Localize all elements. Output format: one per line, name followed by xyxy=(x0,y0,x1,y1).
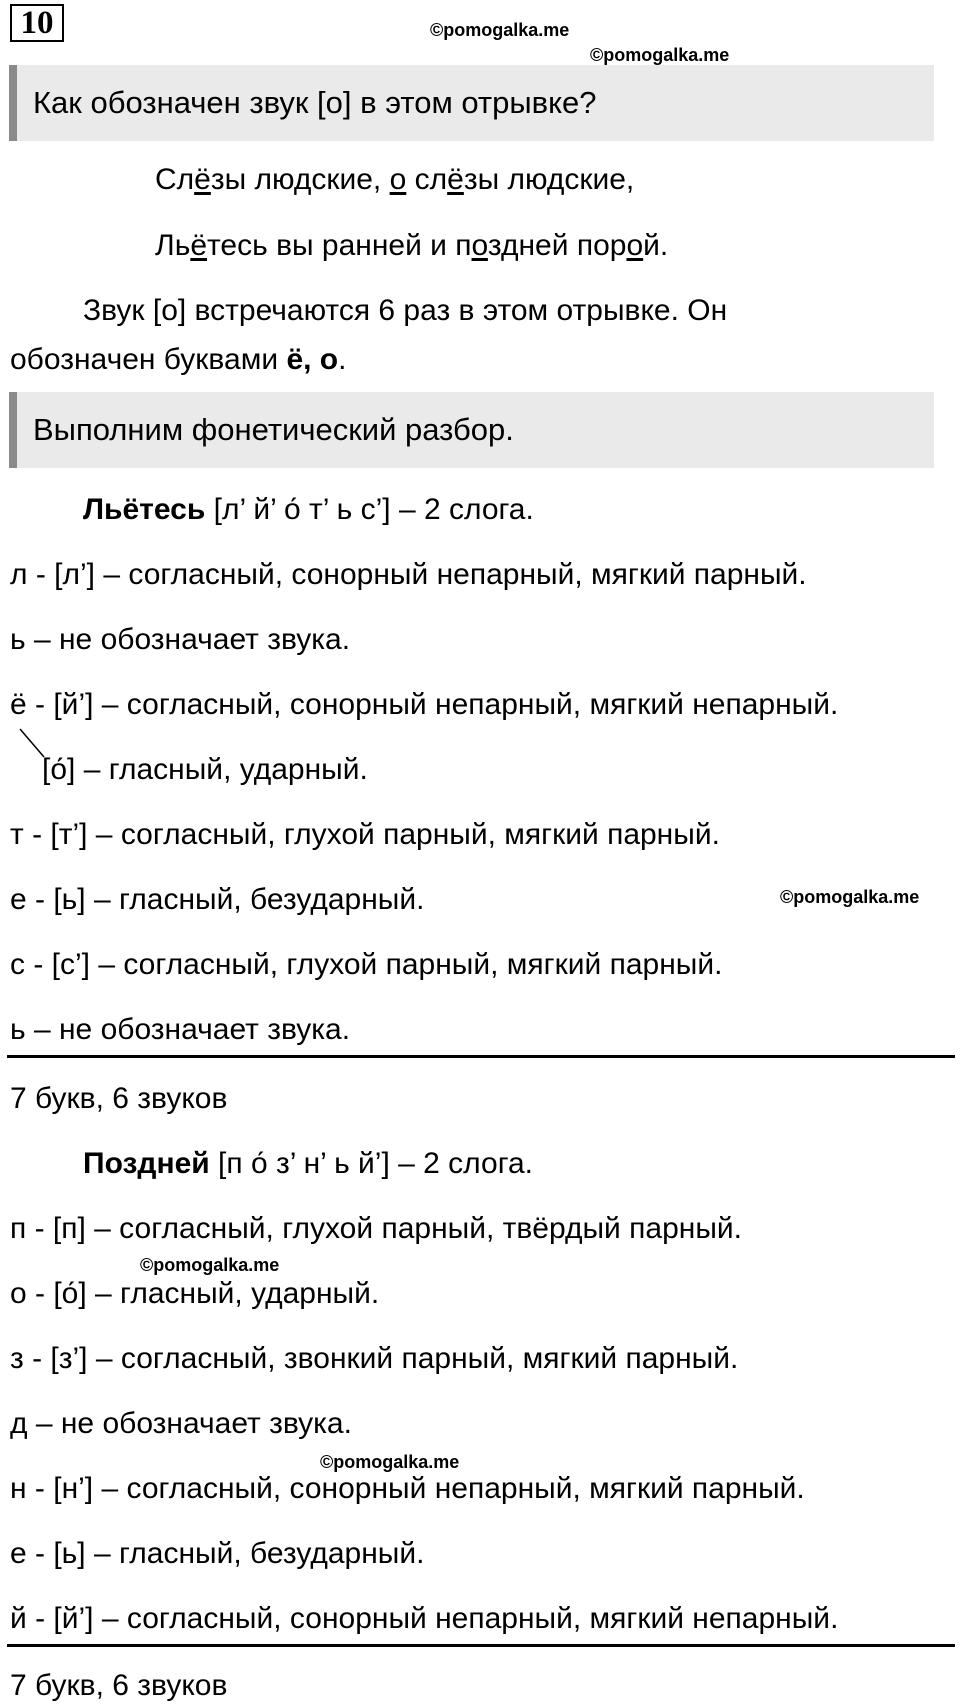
phonetic-line: л - [л’] – согласный, сонорный непарный, мягкий парный. xyxy=(10,558,807,591)
watermark: ©pomogalka.me xyxy=(590,45,730,65)
phonetic-line: й - [й’] – согласный, сонорный непарный, мягкий непарный. xyxy=(10,1602,839,1635)
poem-line: Слёзы людские, о слёзы людские, xyxy=(155,163,635,196)
question-text: Как обозначен звук [о] в этом отрывке? xyxy=(33,85,597,120)
summary: 7 букв, 6 звуков xyxy=(10,1669,228,1702)
answer-line: обозначен буквами ё, о. xyxy=(10,343,347,376)
divider xyxy=(7,1055,955,1058)
word-heading: Льётесь [л’ й’ о́ т’ ь с’] – 2 слога. xyxy=(83,493,534,526)
phonetic-line: ь – не обозначает звука. xyxy=(10,1013,351,1046)
phonetic-line: з - [з’] – согласный, звонкий парный, мягкий парный. xyxy=(10,1342,739,1375)
phonetic-line: ь – не обозначает звука. xyxy=(10,623,351,656)
phonetic-line: н - [н’] – согласный, сонорный непарный, мягкий парный. xyxy=(10,1472,805,1505)
task-number: 10 xyxy=(10,4,64,42)
poem-line: Льётесь вы ранней и поздней порой. xyxy=(155,229,669,262)
phonetic-line: д – не обозначает звука. xyxy=(10,1407,352,1440)
phonetic-line: е - [ь] – гласный, безударный. xyxy=(10,1537,425,1570)
watermark: ©pomogalka.me xyxy=(780,887,920,907)
word-heading: Поздней [п о́ з’ н’ ь й’] – 2 слога. xyxy=(83,1147,533,1180)
phonetic-line: [о́] – гласный, ударный. xyxy=(42,753,368,786)
phonetic-line: е - [ь] – гласный, безударный. xyxy=(10,883,425,916)
phonetic-line: т - [т’] – согласный, глухой парный, мягкий парный. xyxy=(10,818,720,851)
watermark: ©pomogalka.me xyxy=(140,1255,280,1275)
phonetic-line: ё - [й’] – согласный, сонорный непарный, мягкий непарный. xyxy=(10,688,839,721)
watermark: ©pomogalka.me xyxy=(320,1452,460,1472)
divider xyxy=(7,1644,955,1647)
question-band xyxy=(9,392,934,468)
phonetic-line: о - [о́] – гласный, ударный. xyxy=(10,1277,380,1310)
phonetic-line: п - [п] – согласный, глухой парный, твёрдый парный. xyxy=(10,1212,742,1245)
question-band xyxy=(9,65,934,141)
answer-line: Звук [о] встречаются 6 раз в этом отрывке. Он xyxy=(83,294,728,327)
question-text: Выполним фонетический разбор. xyxy=(33,412,514,447)
summary: 7 букв, 6 звуков xyxy=(10,1082,228,1115)
watermark: ©pomogalka.me xyxy=(430,20,570,40)
phonetic-line: с - [с’] – согласный, глухой парный, мягкий парный. xyxy=(10,948,723,981)
